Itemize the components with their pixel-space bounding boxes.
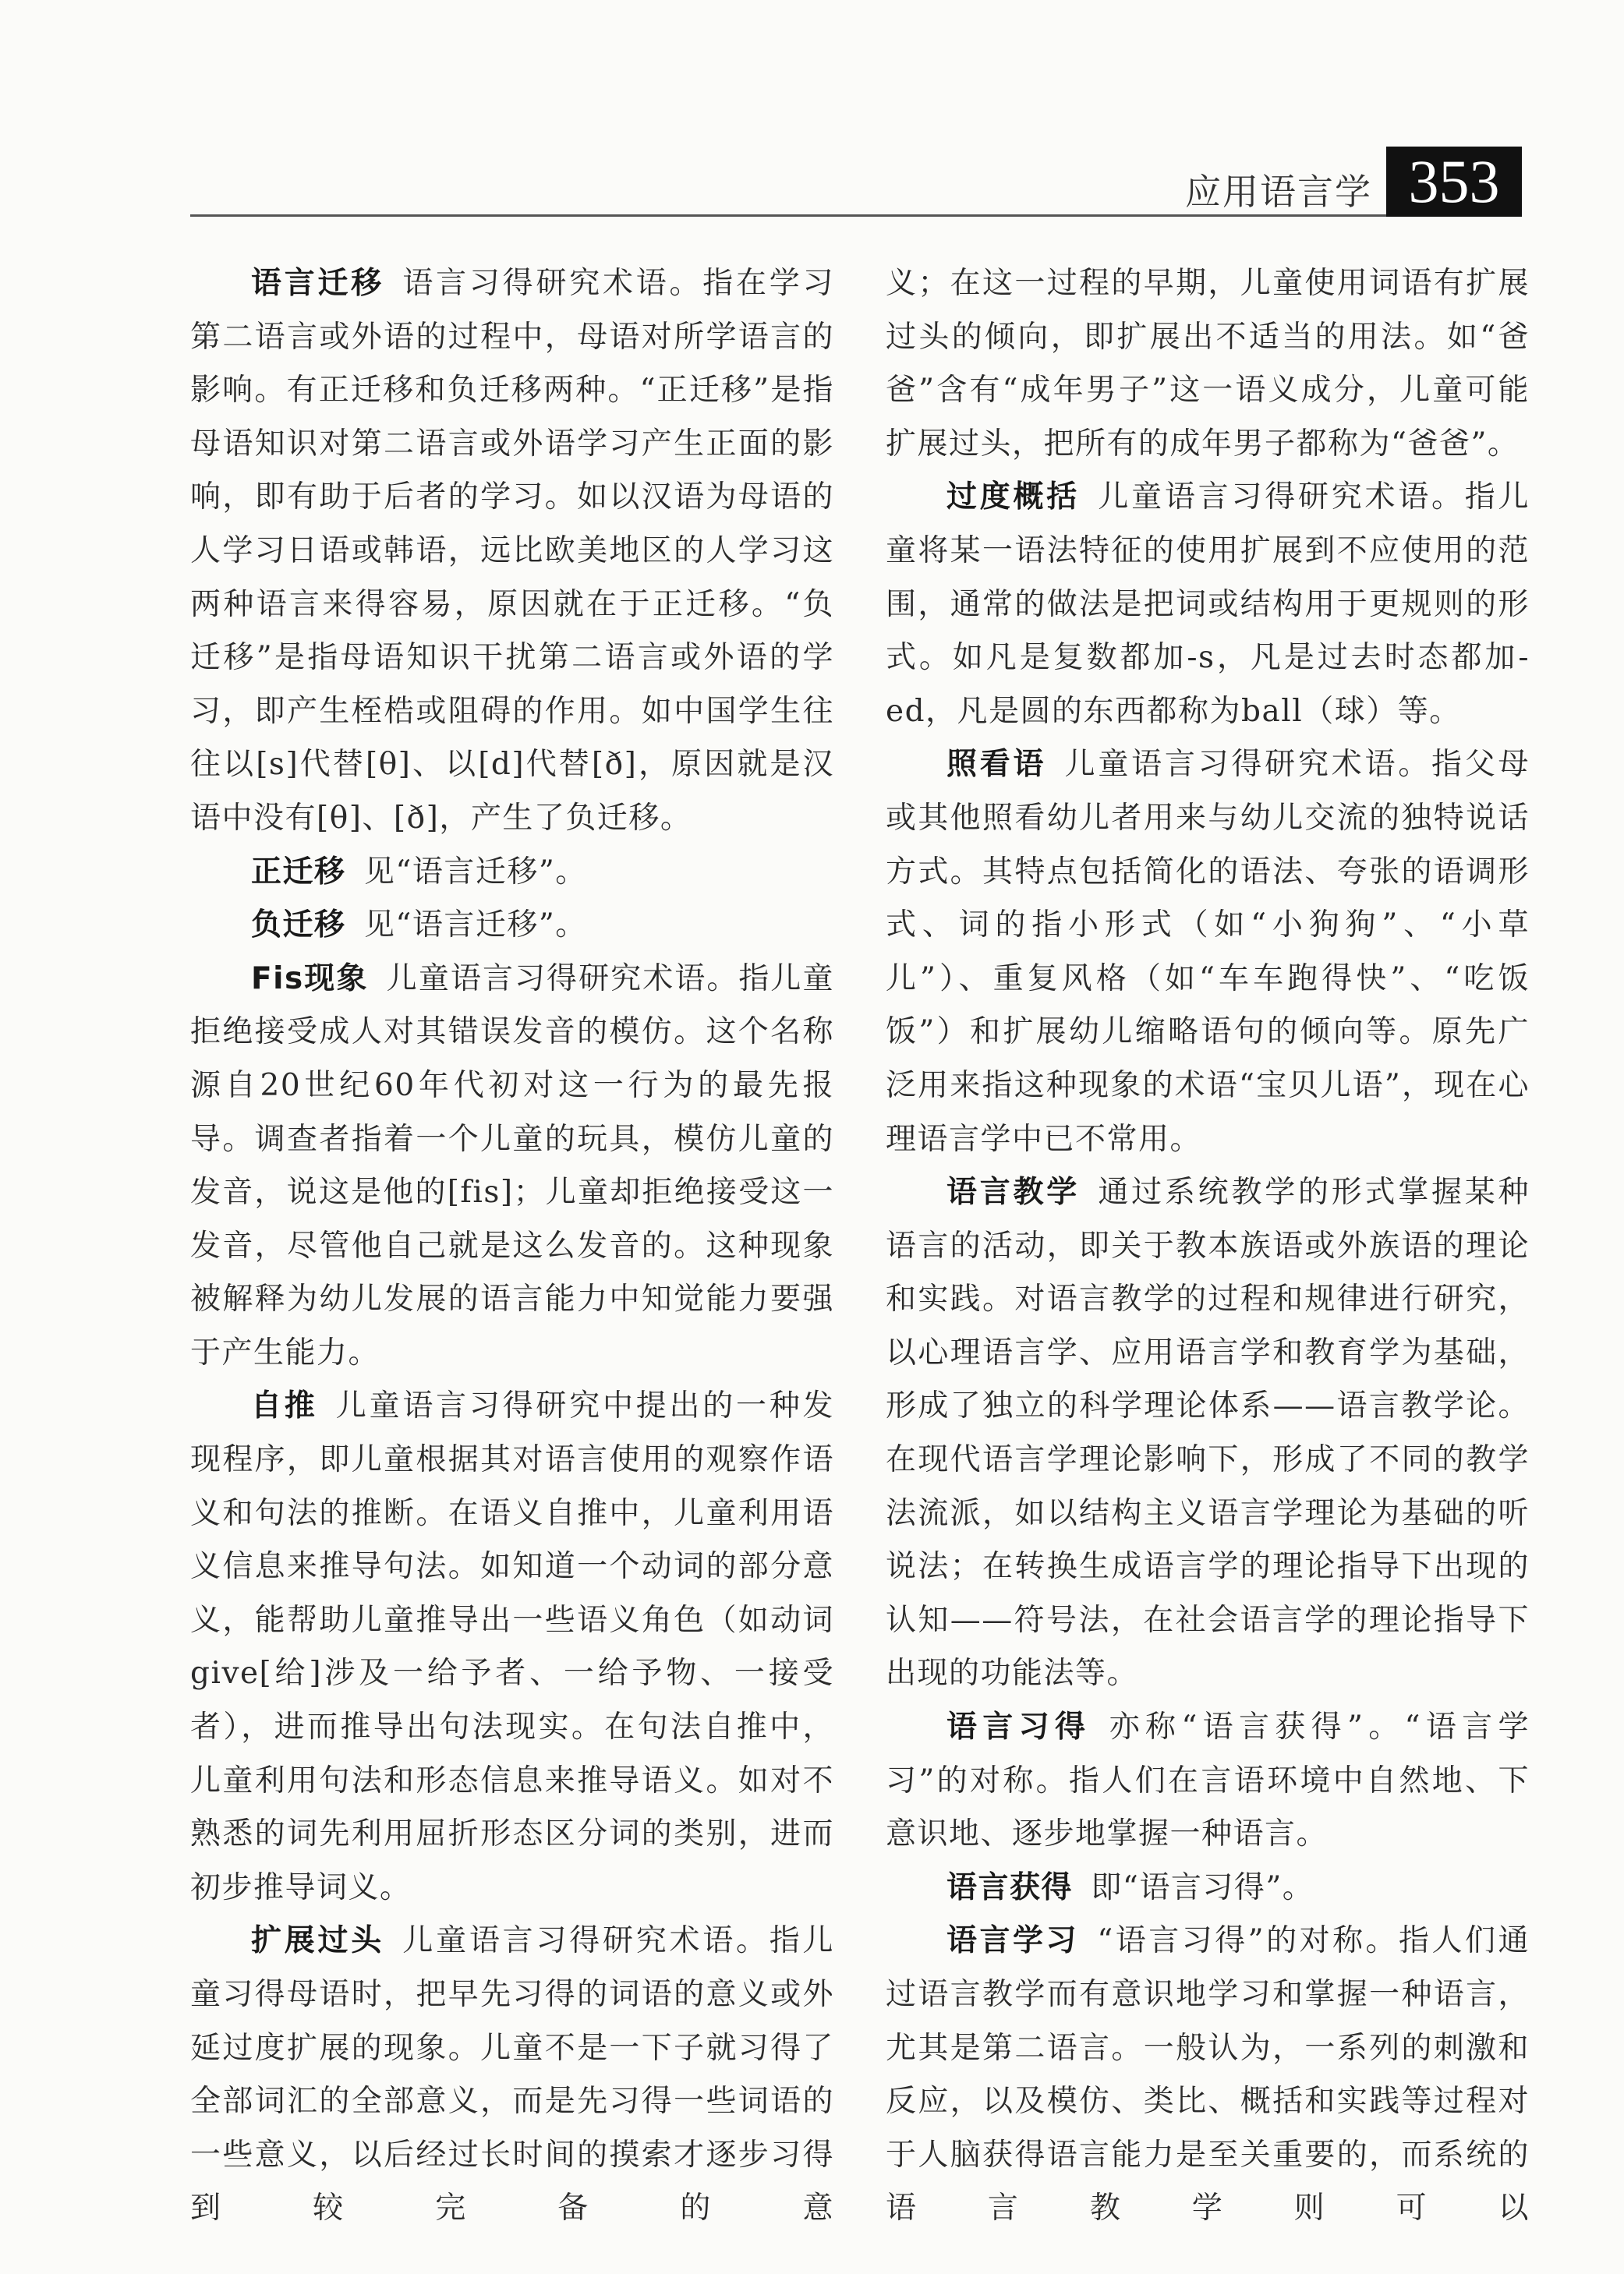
page-number: 353 (1386, 147, 1522, 217)
entry-definition: 通过系统教学的形式掌握某种语言的活动，即关于教本族语或外族语的理论和实践。对语言教学的过程和规律进行研究，以心理语言学、应用语言学和教育学为基础，形成了独立的科学理论体系——语言教学论。在现代语言学理论影响下，形成了不同的教学法流派，如以结构主义语言学理论为基础的听说法；在转换生成语言学的理论指导下出现的认知——符号法，在社会语言学的理论指导下出现的功能法等。 (886, 1175, 1530, 1692)
dictionary-entry (886, 471, 1530, 738)
entry-term: 语言迁移 (251, 266, 385, 301)
entry-term: 照看语 (946, 747, 1047, 783)
dictionary-entry (886, 1915, 1530, 2236)
entry-term: 语言教学 (946, 1175, 1081, 1211)
dictionary-entry (190, 1915, 834, 2236)
entry-definition: 儿童语言习得研究术语。指儿童拒绝接受成人对其错误发音的模仿。这个名称源自20世纪60年代初对这一行为的最先报导。调查者指着一个儿童的玩具，模仿儿童的发音，说这是他的[fis]；儿童却拒绝接受这一发音，尽管他自己就是这么发音的。这种现象被解释为幼儿发展的语言能力中知觉能力要强于产生能力。 (190, 960, 834, 1370)
entry-definition: “语言习得”的对称。指人们通过语言教学而有意识地学习和掌握一种语言，尤其是第二语言。一般认为，一系列的刺激和反应，以及模仿、类比、概括和实践等过程对于人脑获得语言能力是至关重要的，而系统的语言教学则可以 (886, 1923, 1530, 2226)
entry-term: 正迁移 (251, 854, 346, 889)
entry-definition: 儿童语言习得研究术语。指儿童将某一语法特征的使用扩展到不应使用的范围，通常的做法是把词或结构用于更规则的形式。如凡是复数都加-s，凡是过去时态都加-ed，凡是圆的东西都称为ball（球）等。 (886, 479, 1530, 729)
entry-term: 过度概括 (946, 479, 1081, 515)
entry-definition: 儿童语言习得研究术语。指父母或其他照看幼儿者用来与幼儿交流的独特说话方式。其特点包括简化的语法、夸张的语调形式、词的指小形式（如“小狗狗”、“小草儿”）、重复风格（如“车车跑得快”、“吃饭饭”）和扩展幼儿缩略语句的倾向等。原先广泛用来指这种现象的术语“宝贝儿语”，现在心理语言学中已不常用。 (886, 747, 1530, 1157)
entry-definition: 语言习得研究术语。指在学习第二语言或外语的过程中，母语对所学语言的影响。有正迁移和负迁移两种。“正迁移”是指母语知识对第二语言或外语学习产生正面的影响，即有助于后者的学习。如以汉语为母语的人学习日语或韩语，远比欧美地区的人学习这两种语言来得容易，原因就在于正迁移。“负迁移”是指母语知识干扰第二语言或外语的学习，即产生桎梏或阻碍的作用。如中国学生往往以[s]代替[θ]、以[d]代替[ð]，原因就是汉语中没有[θ]、[ð]，产生了负迁移。 (190, 266, 834, 836)
dictionary-entry (886, 257, 1530, 471)
entry-definition: 见“语言迁移”。 (363, 907, 587, 943)
right-column (886, 257, 1530, 2236)
dictionary-entry (190, 846, 834, 900)
dictionary-entry (886, 1862, 1530, 1915)
entry-term: 扩展过头 (251, 1923, 385, 1959)
entry-term: 语言学习 (946, 1923, 1079, 1959)
entry-definition: 即“语言习得”。 (1091, 1869, 1314, 1905)
entry-definition: 义；在这一过程的早期，儿童使用词语有扩展过头的倾向，即扩展出不适当的用法。如“爸爸”含有“成年男子”这一语义成分，儿童可能扩展过头，把所有的成年男子都称为“爸爸”。 (886, 266, 1530, 462)
dictionary-entry (886, 1701, 1530, 1862)
section-title: 应用语言学 (1185, 171, 1372, 213)
entry-term: Fis现象 (251, 960, 369, 996)
entry-definition: 儿童语言习得研究术语。指儿童习得母语时，把早先习得的词语的意义或外延过度扩展的现象。儿童不是一下子就习得了全部词汇的全部意义，而是先习得一些词语的一些意义，以后经过长时间的摸索才逐步习得到较完备的意 (190, 1923, 834, 2226)
dictionary-entry (190, 1380, 834, 1915)
entry-definition: 亦称“语言获得”。“语言学习”的对称。指人们在言语环境中自然地、下意识地、逐步地掌握一种语言。 (886, 1710, 1530, 1852)
dictionary-entry (190, 257, 834, 846)
entry-term: 语言习得 (946, 1710, 1092, 1745)
entry-term: 自推 (251, 1388, 318, 1424)
entry-term: 语言获得 (946, 1869, 1074, 1905)
entry-definition: 见“语言迁移”。 (363, 854, 587, 889)
dictionary-entry (190, 899, 834, 953)
dictionary-entry (886, 738, 1530, 1166)
dictionary-entry (190, 953, 834, 1381)
entry-definition: 儿童语言习得研究中提出的一种发现程序，即儿童根据其对语言使用的观察作语义和句法的推断。在语义自推中，儿童利用语义信息来推导句法。如知道一个动词的部分意义，能帮助儿童推导出一些语义角色（如动词give[给]涉及一给予者、一给予物、一接受者），进而推导出句法现实。在句法自推中，儿童利用句法和形态信息来推导语义。如对不熟悉的词先利用屈折形态区分词的类别，进而初步推导词义。 (190, 1388, 834, 1905)
entry-term: 负迁移 (251, 907, 346, 943)
dictionary-entry (886, 1166, 1530, 1701)
left-column (190, 257, 834, 2236)
